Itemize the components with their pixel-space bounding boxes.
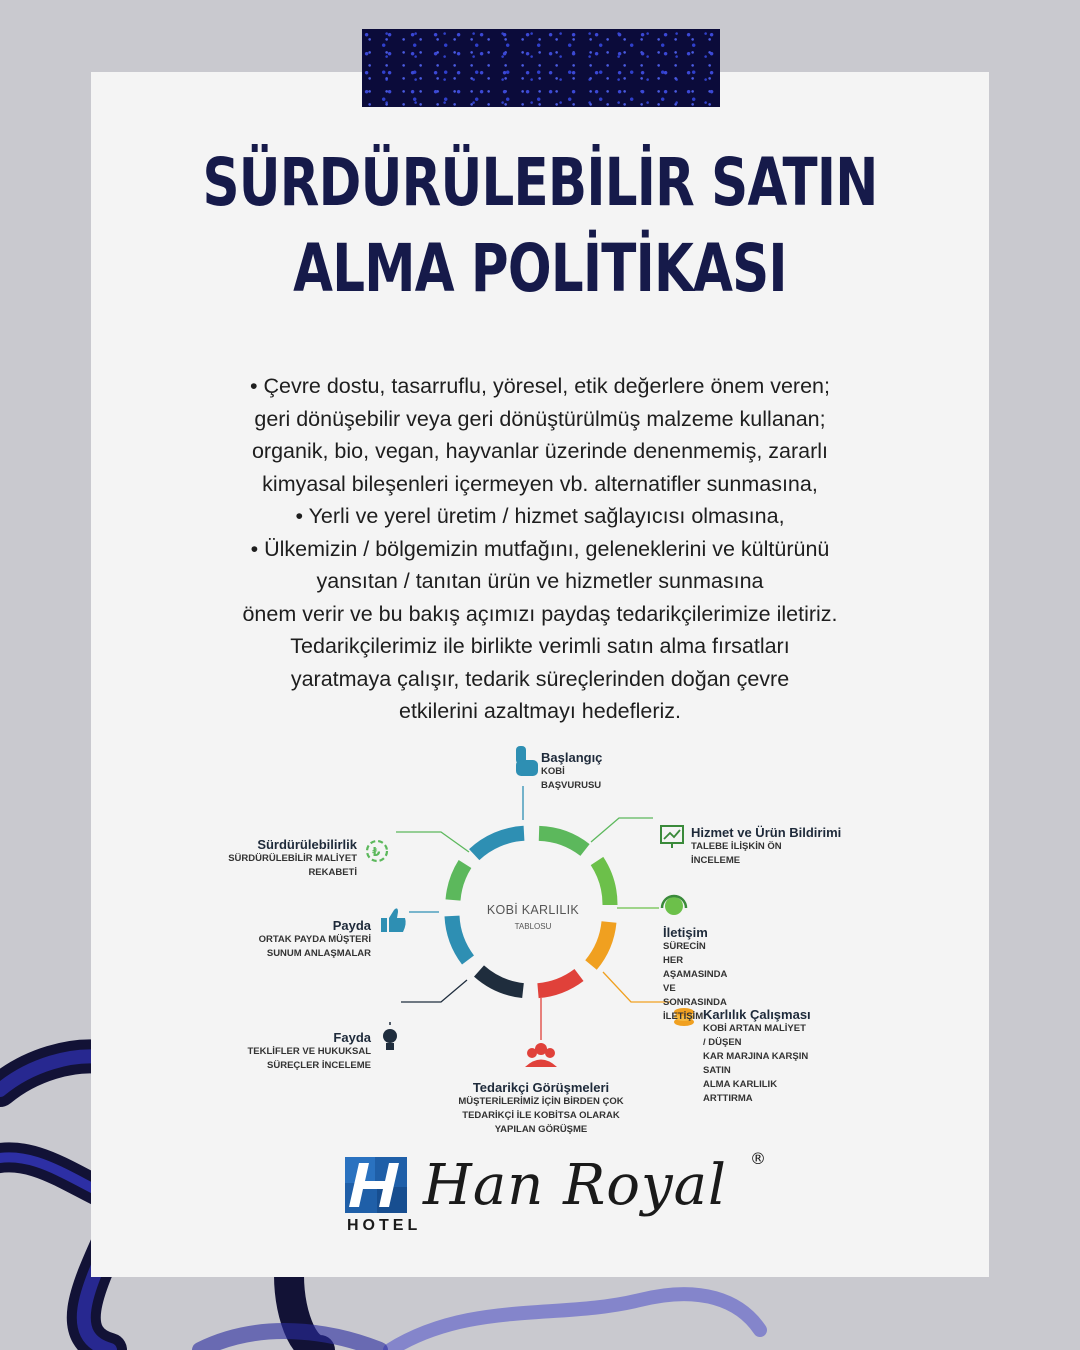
ring-segment-right-upper <box>597 861 610 905</box>
step-sub: KOBİ ARTAN MALİYET / DÜŞEN <box>703 1023 806 1048</box>
text-line: • Yerli ve yerel üretim / hizmet sağlayıcısı olmasına, <box>295 504 785 528</box>
step-sub: MÜŞTERİLERİMİZ İÇİN BİRDEN ÇOK <box>458 1096 624 1107</box>
step-sub: YAPILAN GÖRÜŞME <box>494 1124 588 1135</box>
headset-icon <box>662 896 686 915</box>
step-sub: TEDARİKÇİ İLE KOBİTSA OLARAK <box>462 1110 620 1121</box>
ring-segment-bottom-right <box>538 975 579 991</box>
step-sub: SÜRECİN HER AŞAMASINDA VE <box>663 941 728 994</box>
page-title <box>190 140 890 312</box>
text-line: önem verir ve bu bakış açımızı paydaş tedarikçilerimize iletiriz. <box>242 601 838 626</box>
ring-segment-bottom-left <box>479 971 523 991</box>
text-line: kimyasal bileşenleri içermeyen vb. alternatifler sunmasına, <box>262 471 818 496</box>
registered-mark: ® <box>750 1149 766 1168</box>
step-title: Tedarikçi Görüşmeleri <box>472 1080 610 1095</box>
connector-surdurulebilirlik <box>396 832 469 852</box>
step-sub: KOBİ BAŞVURUSU <box>541 766 602 791</box>
text-line: organik, bio, vegan, hayvanlar üzerinde denenmemiş, zararlı <box>251 439 829 463</box>
text-line: geri dönüşebilir veya geri dönüştürülmüş malzeme kullanan; <box>254 406 826 431</box>
han-royal-logo <box>345 1149 766 1240</box>
step-hizmet <box>691 825 841 868</box>
step-sub: TALEBE İLİŞKİN ÖN <box>691 841 782 852</box>
step-karlilik <box>703 1007 811 1106</box>
step-sub: TEKLİFLER VE HUKUKSAL <box>247 1046 371 1057</box>
title-line-2: ALMA POLİTİKASI <box>293 230 787 307</box>
lightbulb-icon <box>383 1022 397 1050</box>
center-title: KOBİ KARLILIK <box>486 903 580 917</box>
step-surdurulebilirlik <box>191 837 357 880</box>
step-title: Karlılık Çalışması <box>703 1007 811 1022</box>
lira-coin-icon <box>367 841 387 861</box>
connector-hizmet <box>591 818 653 842</box>
step-title: Payda <box>332 918 371 933</box>
step-payda <box>211 918 371 961</box>
text-line: • Çevre dostu, tasarruflu, yöresel, etik değerlere önem veren; <box>250 374 830 398</box>
brand-name: Han Royal <box>423 1153 727 1218</box>
ring-segment-top-left <box>474 833 524 854</box>
step-tedarikci <box>421 1080 661 1137</box>
tape-strip <box>362 29 720 107</box>
step-title: İletişim <box>663 925 708 940</box>
text-line: Tedarikçilerimiz ile birlikte verimli satın alma fırsatları <box>290 634 790 658</box>
policy-text <box>131 370 949 728</box>
hotel-mark-icon <box>345 1157 407 1213</box>
step-sub: SÜREÇLER İNCELEME <box>267 1060 371 1071</box>
text-line: yansıtan / tanıtan ürün ve hizmetler sunmasına <box>316 569 764 593</box>
step-baslangic <box>541 750 602 793</box>
step-sub: SÜRDÜRÜLEBİLİR MALİYET <box>228 853 357 864</box>
text-line: etkilerini azaltmayı hedefleriz. <box>398 699 681 723</box>
step-title: Başlangıç <box>541 750 603 765</box>
step-sub: KAR MARJINA KARŞIN SATIN <box>703 1051 809 1076</box>
center-subtitle: TABLOSU <box>514 922 552 931</box>
title-line-1: SÜRDÜRÜLEBİLİR SATIN <box>202 144 878 221</box>
hand-pointer-icon <box>516 746 538 776</box>
step-fayda <box>211 1030 371 1073</box>
step-sub: SONRASINDA İLETİŞİM <box>663 997 727 1022</box>
text-line: • Ülkemizin / bölgemizin mutfağını, geleneklerini ve kültürünü <box>250 536 830 561</box>
connector-karlilik <box>603 972 671 1002</box>
people-icon <box>525 1043 557 1067</box>
diagram-center-label <box>469 903 597 931</box>
step-sub: REKABETİ <box>308 867 357 878</box>
step-title: Hizmet ve Ürün Bildirimi <box>691 825 842 840</box>
step-title: Sürdürülebilirlik <box>257 837 357 852</box>
step-title: Fayda <box>333 1030 371 1045</box>
step-sub: ALMA KARLILIK ARTTIRMA <box>703 1079 778 1104</box>
ring-segment-left-lower <box>452 916 468 960</box>
step-sub: İNCELEME <box>691 855 741 866</box>
step-sub: ORTAK PAYDA MÜŞTERİ <box>258 934 371 945</box>
text-line: yaratmaya çalışır, tedarik süreçlerinden doğan çevre <box>290 666 790 691</box>
hotel-label: HOTEL <box>347 1217 422 1234</box>
svg-text:₺: ₺ <box>372 845 381 859</box>
step-sub: SUNUM ANLAŞMALAR <box>266 948 371 959</box>
presentation-icon <box>661 826 683 848</box>
ring-segment-left-upper <box>453 864 465 900</box>
connector-fayda <box>401 980 467 1002</box>
thumbs-up-icon <box>381 908 406 932</box>
ring-segment-top-right <box>539 833 585 850</box>
